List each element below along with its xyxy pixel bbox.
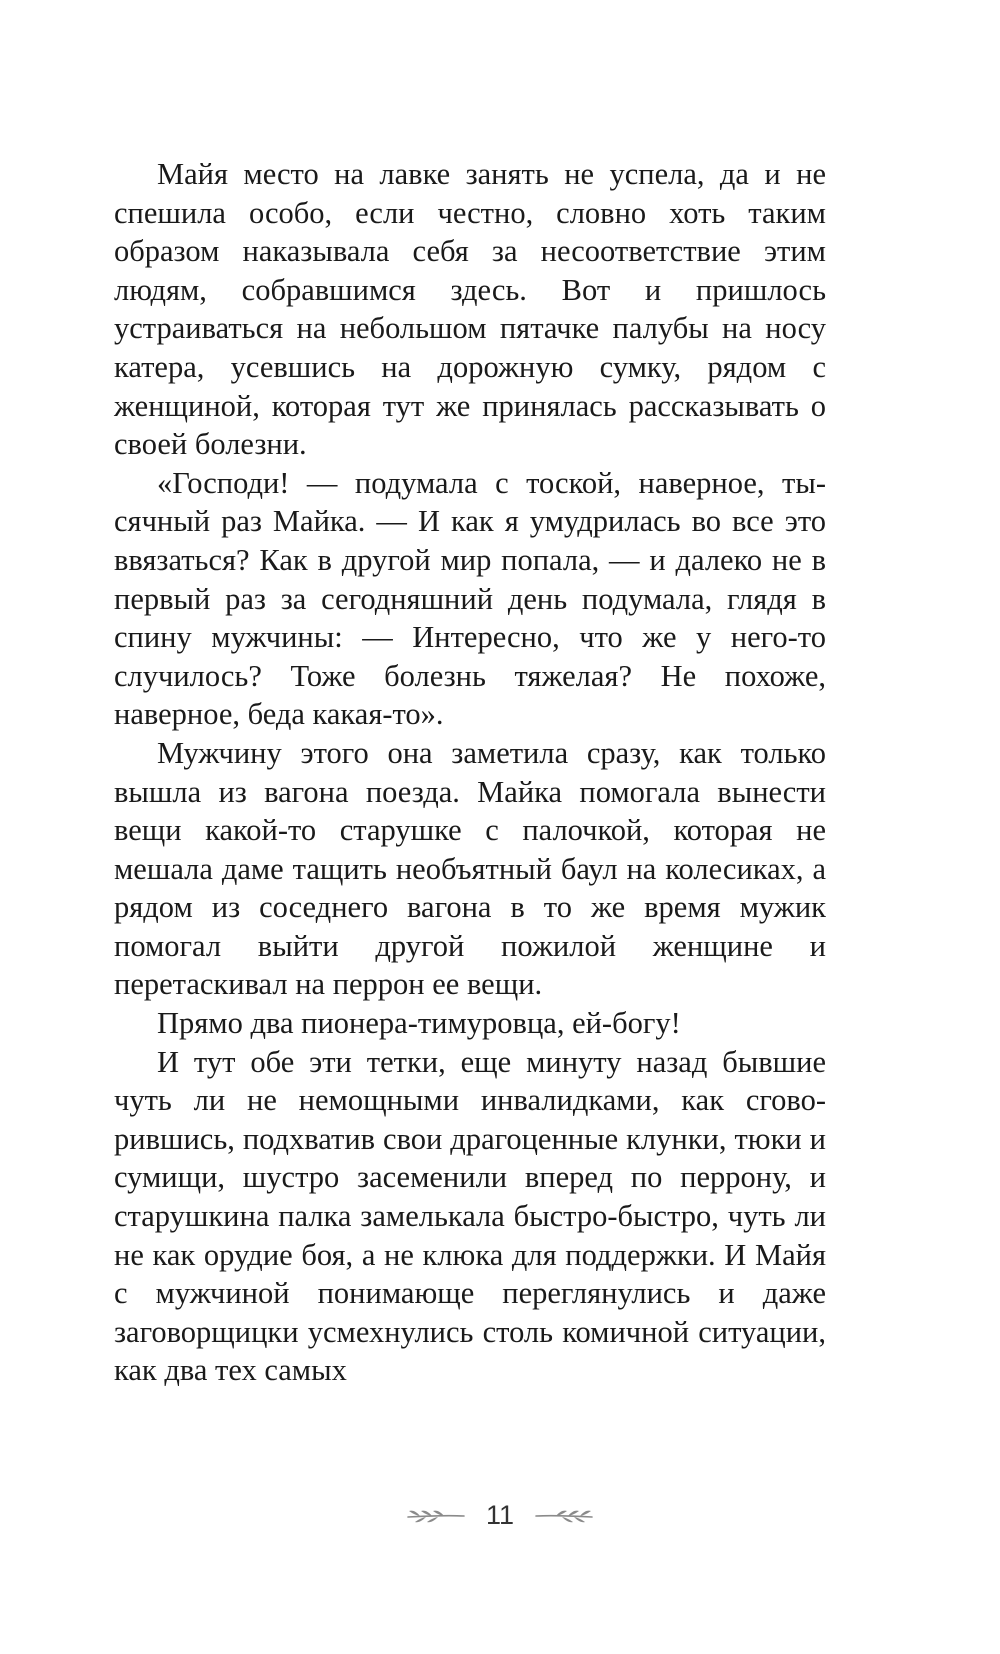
page-footer (0, 1502, 1000, 1529)
paragraph-2: «Господи! — подумала с тоской, наверное, тысячный раз Майка. — И как я умудрилась во все это ввязаться? Как в другой мир попала, — и далеко не в первый раз за сегодняшний день подумала, глядя в спину мужчины: — Интересно, что же у него-то случилось? Тоже болезнь тяжелая? Не похоже, наверное, беда какая-то». (114, 465, 826, 732)
paragraph-4: Прямо два пионера-тимуровца, ей-богу! (157, 1006, 681, 1041)
body-text (114, 155, 826, 1390)
paragraph-3: Мужчину этого она заметила сразу, как только вышла из вагона поезда. Майка помогала вынести вещи какой-то старушке с палочкой, которая не мешала даме тащить необъятный баул на колесиках, а рядом из соседнего вагона в то же время мужик помогал выйти другой пожилой женщине и перетаскивал на перрон ее вещи. (114, 735, 826, 1002)
sprig-ornament-left-icon (406, 1506, 466, 1526)
paragraph-5: И тут обе эти тетки, еще минуту назад бывшие чуть ли не немощными инвалидками, как сговорившись, подхватив свои драгоценные клунки, тюки и сумищи, шустро засеменили вперед по перрону, и старушкина палка замелькала быстро-быстро, чуть ли не как орудие боя, а не клюка для поддержки. И Майя с мужчиной понимающе переглянулись и даже заговорщицки усмехнулись столь комичной ситуации, как два тех самых (114, 1044, 826, 1388)
paragraph-1: Майя место на лавке занять не успела, да и не спешила особо, если честно, словно хоть таким образом наказывала себя за несоответствие этим людям, собравшимся здесь. Вот и пришлось устраиваться на небольшом пятачке палубы на носу катера, усевшись на дорожную сумку, рядом с женщиной, которая тут же принялась рассказывать о своей болезни. (114, 157, 826, 462)
sprig-ornament-right-icon (534, 1506, 594, 1526)
page-number: 11 (485, 1500, 515, 1530)
